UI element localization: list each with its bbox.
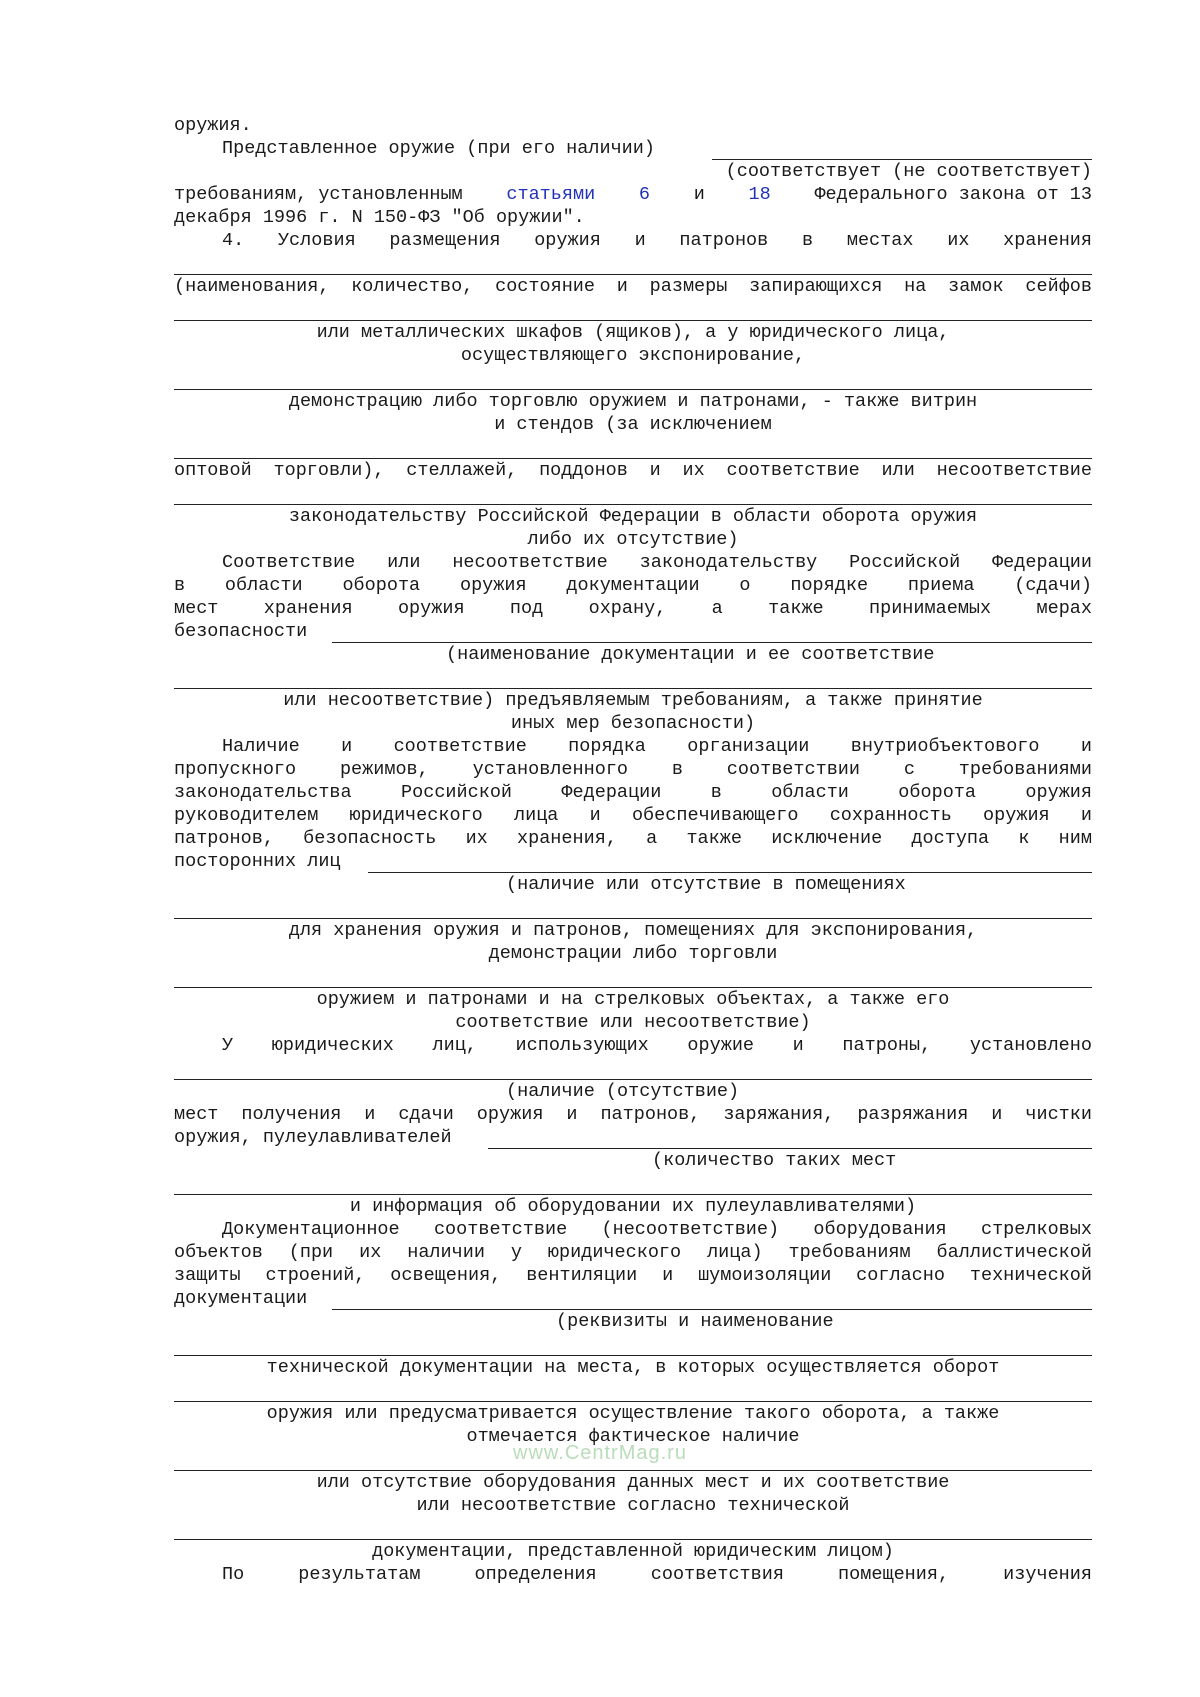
text-line: руководителем юридического лица и обеспечивающего сохранность оружия и [174,805,1092,826]
text-line: технической документации на места, в которых осуществляется оборот [266,1357,1000,1378]
text-line: (наименования, количество, состояние и размеры запирающихся на замок сейфов [174,276,1092,297]
text-line: соответствие или несоответствие) [455,1012,811,1033]
text-line: либо их отсутствие) [527,529,739,550]
text-line: оружия, пулеулавливателей [174,1127,452,1148]
text-line: осуществляющего экспонирование, [460,345,806,366]
text-line: и стендов (за исключением [494,414,772,435]
text-line: (наличие или отсутствие в помещениях [506,874,906,895]
text-line: оружия. [174,115,252,136]
text-line: мест хранения оружия под охрану, а также принимаемых мерах [174,598,1092,619]
text-line: или металлических шкафов (ящиков), а у юридического лица, [316,322,950,343]
text-line: в области оборота оружия документации о порядке приема (сдачи) [174,575,1092,596]
text-line: 4. Условия размещения оружия и патронов в местах их хранения [222,230,1092,251]
text-line: По результатам определения соответствия помещения, изучения [222,1564,1092,1585]
text-line: объектов (при их наличии у юридического лица) требованиям баллистической [174,1242,1092,1263]
text-fragment: требованиям, установленным [174,184,463,205]
text-line: Соответствие или несоответствие законодательству Российской Федерации [222,552,1092,573]
text-line: оружия или предусматривается осуществление такого оборота, а также [266,1403,1000,1424]
text-line: законодательству Российской Федерации в области оборота оружия [288,506,978,527]
text-line: оружием и патронами и на стрелковых объектах, а также его [316,989,950,1010]
text-line: демонстрацию либо торговлю оружием и патронами, - также витрин [288,391,978,412]
text-line: (соответствует (не соответствует) [725,161,1092,182]
text-line: (наименование документации и ее соответствие [446,644,935,665]
text-line: оптовой торговли), стеллажей, поддонов и их соответствие или несоответствие [174,460,1092,481]
law-link-articles[interactable]: статьями [506,184,596,205]
text-line: мест получения и сдачи оружия и патронов, заряжания, разряжания и чистки [174,1104,1092,1125]
text-line: пропускного режимов, установленного в соответствии с требованиями [174,759,1092,780]
text-line: или отсутствие оборудования данных мест и их соответствие [316,1472,950,1493]
text-line: документации [174,1288,308,1309]
text-line: законодательства Российской Федерации в области оборота оружия [174,782,1092,803]
text-line: отмечается фактическое наличие [466,1426,800,1447]
text-line: У юридических лиц, использующих оружие и патроны, установлено [222,1035,1092,1056]
text-line: (наличие (отсутствие) [506,1081,740,1102]
text-fragment: Федерального закона от 13 [814,184,1092,205]
law-link-article-18[interactable]: 18 [748,184,771,205]
text-line: документации, представленной юридическим лицом) [372,1541,894,1562]
text-line: или несоответствие) предъявляемым требованиям, а также принятие [283,690,983,711]
text-line: защиты строений, освещения, вентиляции и шумоизоляции согласно технической [174,1265,1092,1286]
text-line: Документационное соответствие (несоответствие) оборудования стрелковых [222,1219,1092,1240]
text-line: (количество таких мест [652,1150,897,1171]
watermark: www.CentrMag.ru [513,1442,687,1464]
text-line: декабря 1996 г. N 150-ФЗ "Об оружии". [174,207,585,228]
text-line [174,183,1092,206]
text-line: демонстрации либо торговли [488,943,778,964]
law-link-article-6[interactable]: 6 [638,184,650,205]
text-line: патронов, безопасность их хранения, а также исключение доступа к ним [174,828,1092,849]
text-line: для хранения оружия и патронов, помещениях для экспонирования, [288,920,978,941]
text-fragment: и [693,184,705,205]
text-line: посторонних лиц [174,851,341,872]
text-line: и информация об оборудовании их пулеулавливателями) [349,1196,917,1217]
text-line: Наличие и соответствие порядка организации внутриобъектового и [222,736,1092,757]
text-line: Представленное оружие (при его наличии) [222,138,655,159]
text-line: или несоответствие согласно технической [416,1495,850,1516]
text-line: безопасности [174,621,308,642]
text-line: (реквизиты и наименование [556,1311,834,1332]
text-line: иных мер безопасности) [510,713,756,734]
